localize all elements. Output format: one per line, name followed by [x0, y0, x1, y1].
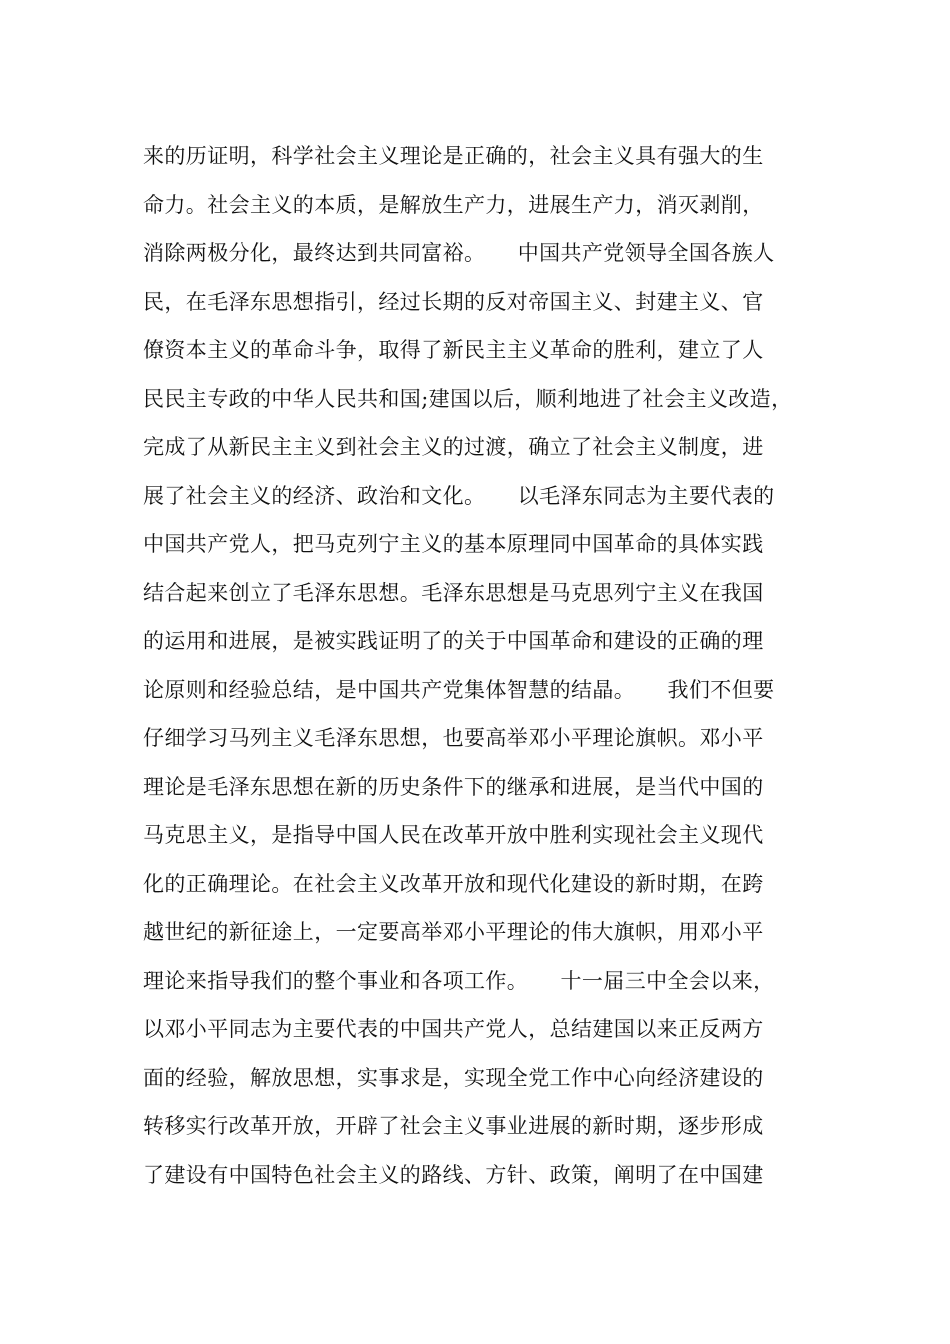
text-line: 展了社会主义的经济、政治和文化。 以毛泽东同志为主要代表的	[143, 483, 775, 508]
text-line: 理论来指导我们的整个事业和各项工作。 十一届三中全会以来，	[143, 968, 775, 993]
text-line: 完成了从新民主主义到社会主义的过渡，确立了社会主义制度，进	[143, 435, 764, 459]
body-text	[143, 132, 823, 1199]
text-line: 的运用和进展，是被实践证明了的关于中国革命和建设的正确的理	[143, 629, 764, 653]
text-line: 仔细学习马列主义毛泽东思想，也要高举邓小平理论旗帜。邓小平	[143, 726, 764, 750]
text-line: 中国共产党人，把马克列宁主义的基本原理同中国革命的具体实践	[143, 532, 764, 556]
text-line: 僚资本主义的革命斗争，取得了新民主主义革命的胜利，建立了人	[143, 338, 764, 362]
text-line: 面的经验，解放思想，实事求是，实现全党工作中心向经济建设的	[143, 1065, 764, 1090]
text-line: 转移实行改革开放，开辟了社会主义事业进展的新时期，逐步形成	[143, 1114, 764, 1138]
text-line: 来的历证明，科学社会主义理论是正确的，社会主义具有强大的生	[143, 144, 764, 168]
text-line: 民民主专政的中华人民共和国;建国以后，顺利地进了社会主义改造，	[143, 386, 793, 411]
text-line: 消除两极分化，最终达到共同富裕。 中国共产党领导全国各族人	[143, 241, 775, 265]
text-line: 了建设有中国特色社会主义的路线、方针、政策，阐明了在中国建	[143, 1162, 764, 1187]
text-line: 马克思主义，是指导中国人民在改革开放中胜利实现社会主义现代	[143, 823, 764, 847]
text-line: 越世纪的新征途上，一定要高举邓小平理论的伟大旗帜，用邓小平	[143, 920, 764, 944]
text-line: 命力。社会主义的本质，是解放生产力，进展生产力，消灭剥削，	[143, 192, 764, 217]
text-line: 理论是毛泽东思想在新的历史条件下的继承和进展，是当代中国的	[143, 774, 764, 799]
text-line: 民，在毛泽东思想指引，经过长期的反对帝国主义、封建主义、官	[143, 289, 764, 314]
text-line: 结合起来创立了毛泽东思想。毛泽东思想是马克思列宁主义在我国	[143, 580, 764, 605]
text-line: 论原则和经验总结，是中国共产党集体智慧的结晶。 我们不但要	[143, 677, 775, 702]
text-line: 以邓小平同志为主要代表的中国共产党人，总结建国以来正反两方	[143, 1017, 764, 1041]
text-line: 化的正确理论。在社会主义改革开放和现代化建设的新时期，在跨	[143, 871, 764, 896]
